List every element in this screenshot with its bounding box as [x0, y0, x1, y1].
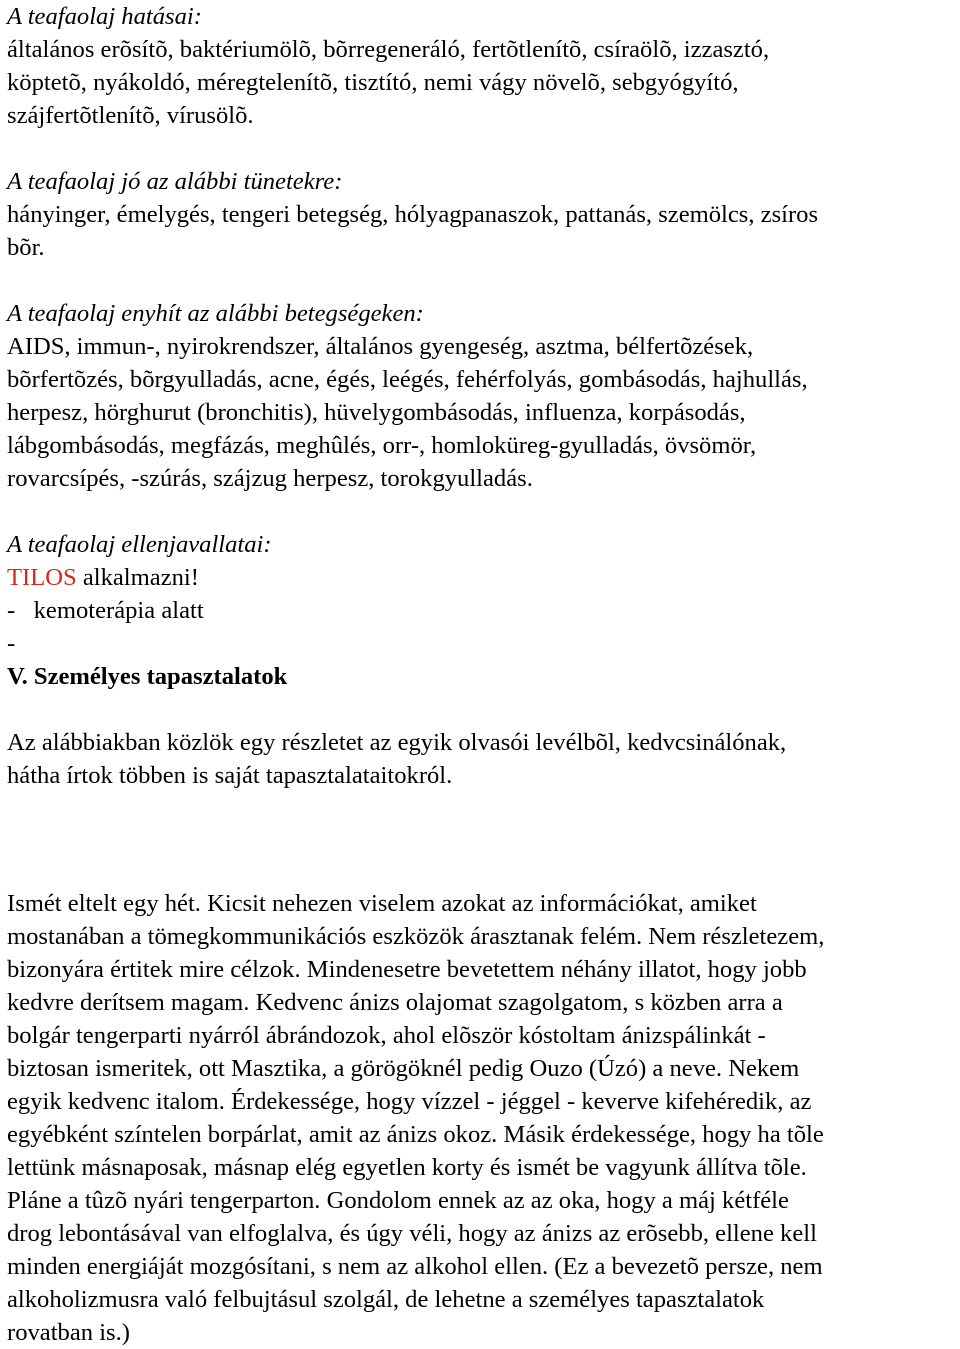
- document-page: [7, 0, 957, 1349]
- spacer: [7, 132, 957, 165]
- symptoms-line: hányinger, émelygés, tengeri betegség, hólyagpanaszok, pattanás, szemölcs, zsíros: [7, 201, 819, 228]
- diseases-line: rovarcsípés, -szúrás, szájzug herpesz, torokgyulladás.: [7, 465, 533, 492]
- intro-line: hátha írtok többen is saját tapasztalataitokról.: [7, 762, 453, 789]
- symptoms-line: bõr.: [7, 234, 45, 261]
- effects-line: köptetõ, nyákoldó, méregtelenítõ, tisztító, nemi vágy növelõ, sebgyógyító,: [7, 69, 739, 96]
- diseases-line: bõrfertõzés, bõrgyulladás, acne, égés, leégés, fehérfolyás, gombásodás, hajhullás,: [7, 366, 808, 393]
- letter-line: egyébként színtelen borpárlat, amit az ánizs okoz. Másik érdekessége, hogy ha tõle: [7, 1121, 824, 1148]
- contraindication-item: -: [7, 630, 16, 657]
- effects-line: általános erõsítõ, baktériumölõ, bõrregeneráló, fertõtlenítõ, csíraölõ, izzasztó,: [7, 36, 770, 63]
- letter-line: bolgár tengerparti nyárról ábrándozok, ahol elõször kóstoltam ánizspálinkát -: [7, 1022, 766, 1049]
- letter-line: egyik kedvenc italom. Érdekessége, hogy vízzel - jéggel - keverve kifehéredik, az: [7, 1088, 812, 1115]
- diseases-section: [7, 297, 957, 495]
- effects-heading: A teafaolaj hatásai:: [7, 3, 202, 30]
- diseases-heading: A teafaolaj enyhít az alábbi betegségeken:: [7, 300, 424, 327]
- spacer: [7, 495, 957, 528]
- intro-line: Az alábbiakban közlök egy részletet az egyik olvasói levélbõl, kedvcsinálónak,: [7, 729, 787, 756]
- letter-line: drog lebontásával van elfoglalva, és úgy véli, hogy az ánizs az erõsebb, ellene kell: [7, 1220, 817, 1247]
- letter-line: rovatban is.): [7, 1319, 130, 1346]
- spacer: [7, 264, 957, 297]
- letter-paragraph: [7, 887, 957, 1349]
- letter-line: alkoholizmusra való felbujtásul szolgál, de lehetne a személyes tapasztalatok: [7, 1286, 765, 1313]
- contraindications-section: [7, 528, 957, 660]
- intro-paragraph: [7, 726, 957, 792]
- warning-rest-text: alkalmazni!: [76, 564, 199, 591]
- diseases-line: lábgombásodás, megfázás, meghûlés, orr-, homloküreg-gyulladás, övsömör,: [7, 432, 757, 459]
- symptoms-heading: A teafaolaj jó az alábbi tünetekre:: [7, 168, 343, 195]
- letter-line: Ismét eltelt egy hét. Kicsit nehezen viselem azokat az információkat, amiket: [7, 890, 757, 917]
- contraindication-item: - kemoterápia alatt: [7, 597, 204, 624]
- section-title: V. Személyes tapasztalatok: [7, 663, 288, 690]
- diseases-line: AIDS, immun-, nyirokrendszer, általános gyengeség, asztma, bélfertõzések,: [7, 333, 754, 360]
- warning-red-text: TILOS: [7, 564, 77, 591]
- letter-line: biztosan ismeritek, ott Masztika, a görögöknél pedig Ouzo (Úzó) a neve. Nekem: [7, 1055, 800, 1082]
- letter-line: Pláne a tûzõ nyári tengerparton. Gondolom ennek az az oka, hogy a máj kétféle: [7, 1187, 789, 1214]
- letter-line: mostanában a tömegkommunikációs eszközök árasztanak felém. Nem részletezem,: [7, 923, 825, 950]
- spacer: [7, 693, 957, 726]
- letter-line: minden energiáját mozgósítani, s nem az alkohol ellen. (Ez a bevezetõ persze, nem: [7, 1253, 823, 1280]
- warning-line: [7, 561, 957, 594]
- diseases-line: herpesz, hörghurut (bronchitis), hüvelygombásodás, influenza, korpásodás,: [7, 399, 746, 426]
- effects-section: [7, 0, 957, 132]
- letter-line: kedvre derítsem magam. Kedvenc ánizs olajomat szagolgatom, s közben arra a: [7, 989, 783, 1016]
- letter-line: lettünk másnaposak, másnap elég egyetlen korty és ismét be vagyunk állítva tõle.: [7, 1154, 807, 1181]
- letter-line: bizonyára értitek mire célzok. Mindenesetre bevetettem néhány illatot, hogy jobb: [7, 956, 807, 983]
- symptoms-section: [7, 165, 957, 264]
- effects-line: szájfertõtlenítõ, vírusölõ.: [7, 102, 254, 129]
- contraindications-heading: A teafaolaj ellenjavallatai:: [7, 531, 272, 558]
- spacer: [7, 792, 957, 887]
